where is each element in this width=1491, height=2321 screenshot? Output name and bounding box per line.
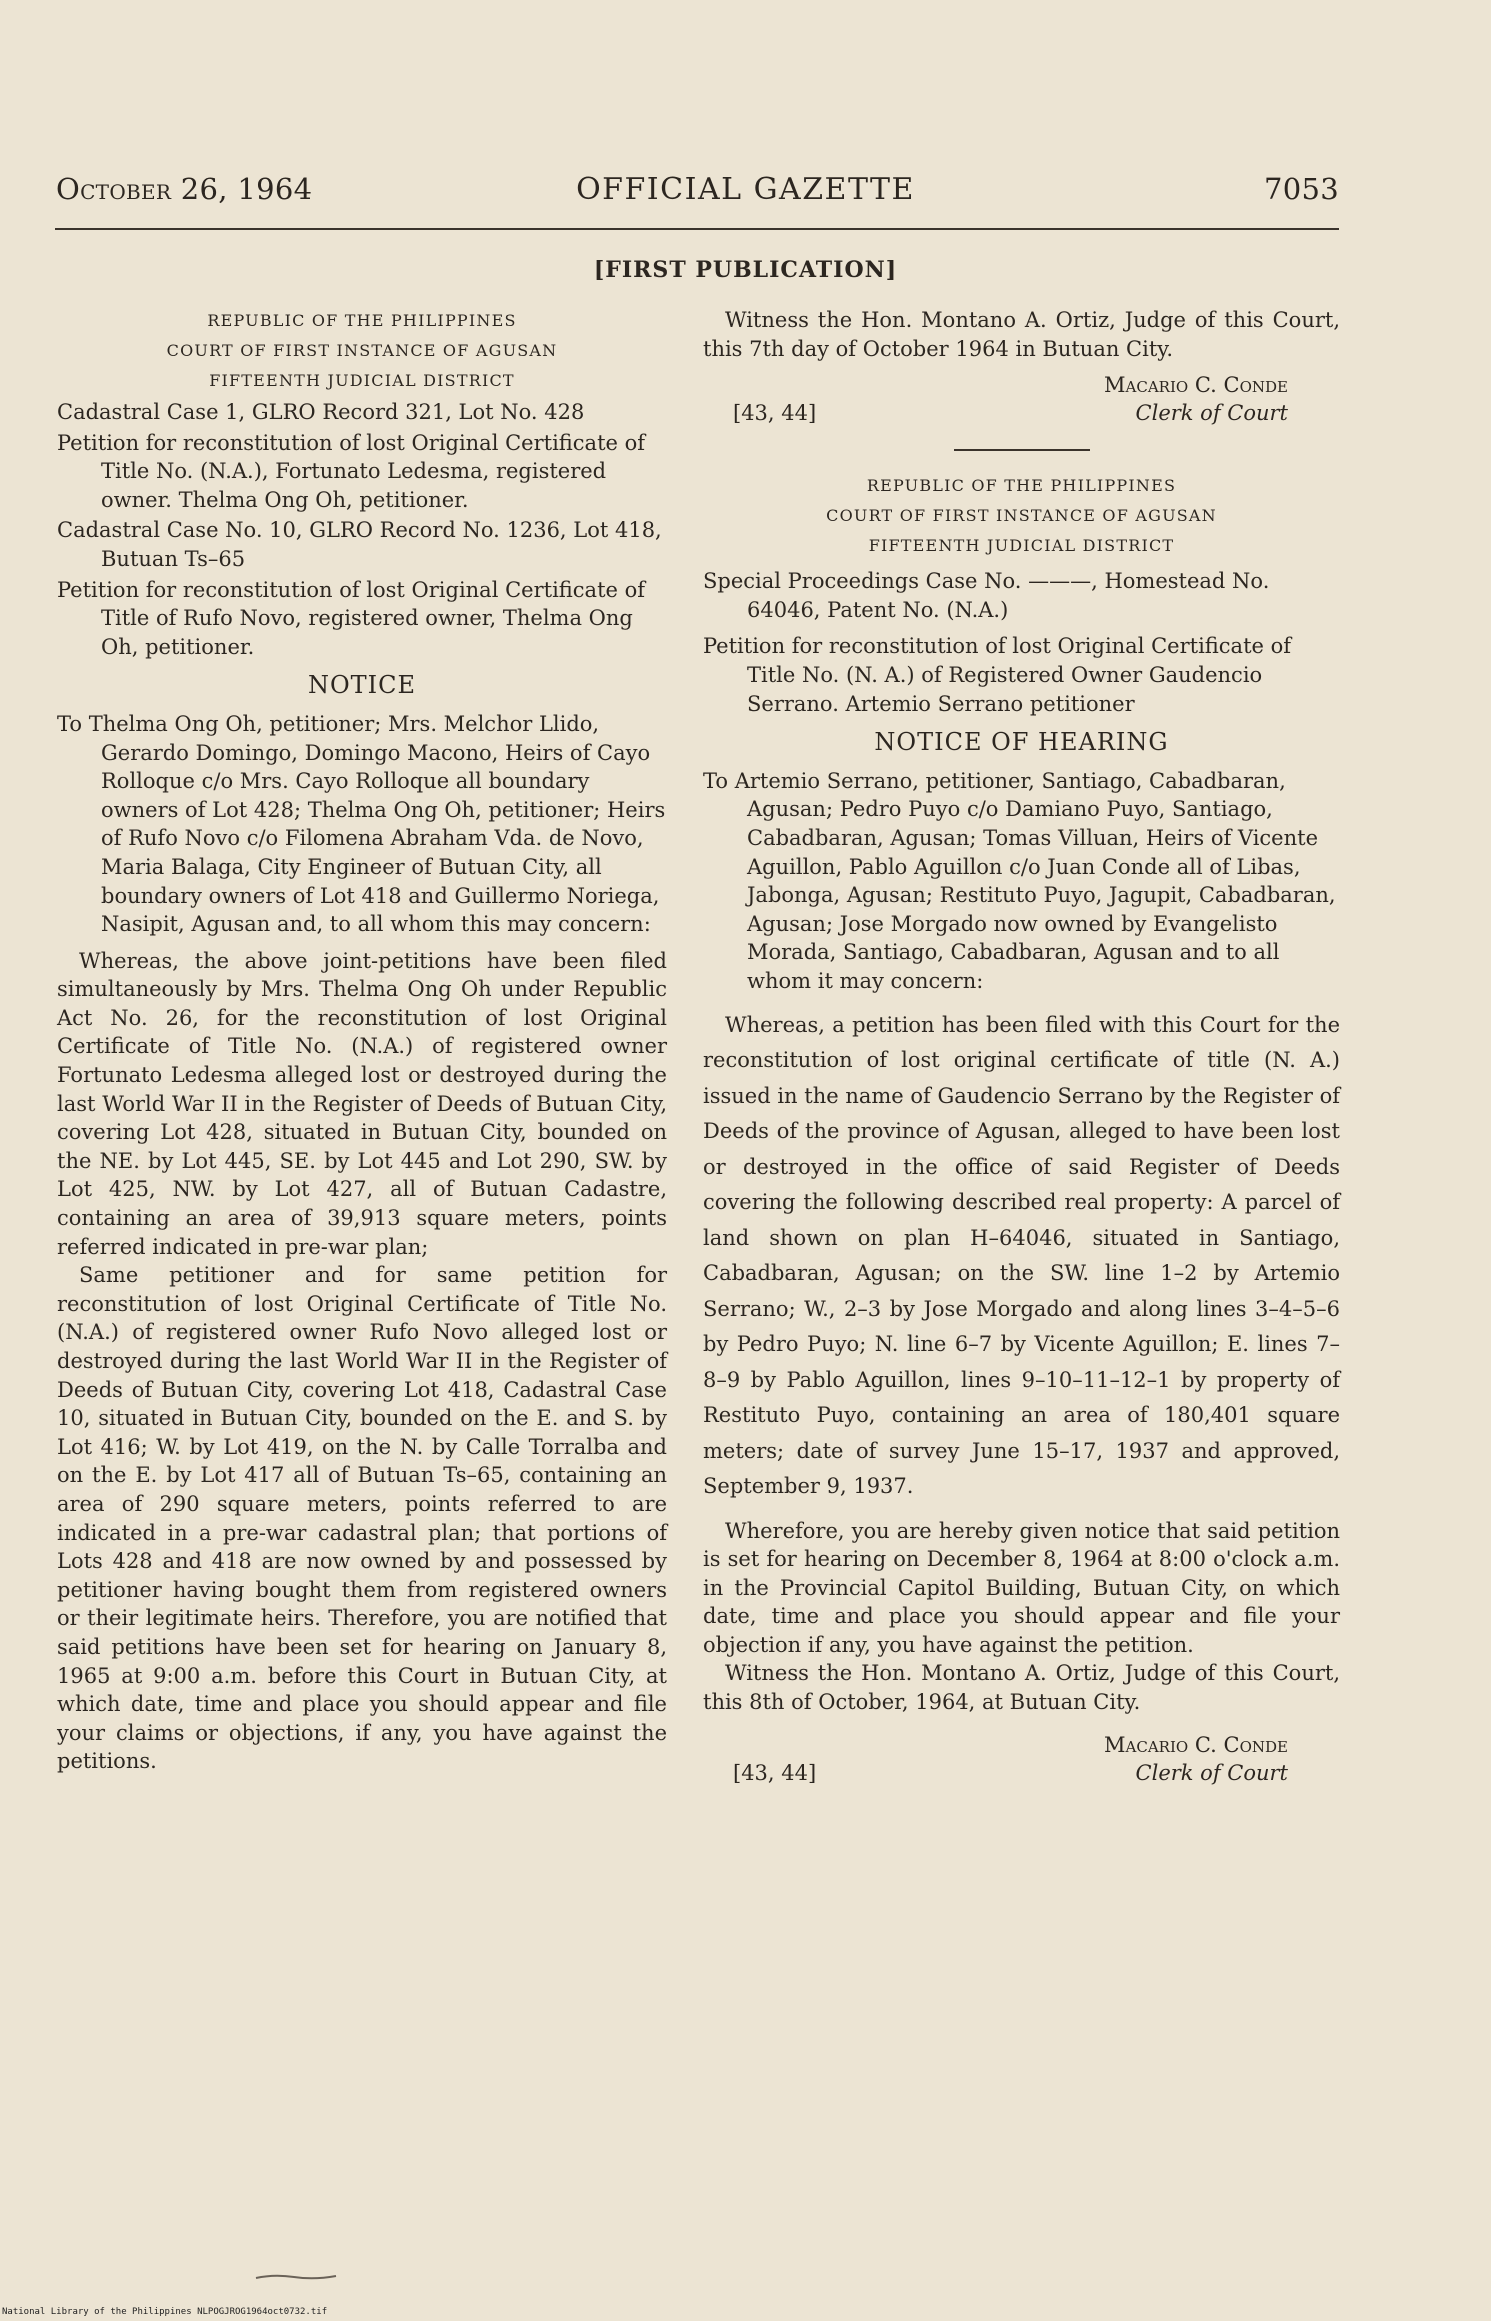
issue-reference: [43, 44] bbox=[733, 1760, 817, 1785]
petition-line: Petition for reconstitution of lost Original Certificate of Title No. (N.A.), Fortunato Ledesma, registered owner. Thelma Ong Oh, petitioner. bbox=[57, 430, 646, 512]
section-divider bbox=[954, 449, 1090, 451]
court-caption bbox=[57, 306, 667, 396]
issue-reference: [43, 44] bbox=[733, 401, 817, 426]
caption-line: FIFTEENTH JUDICIAL DISTRICT bbox=[868, 536, 1175, 556]
signer-name: Macario C. Conde bbox=[1104, 1732, 1288, 1757]
left-column bbox=[57, 306, 667, 1776]
issue-date: October 26, 1964 bbox=[56, 172, 313, 206]
publication-title: OFFICIAL GAZETTE bbox=[576, 172, 915, 207]
body-paragraph: Same petitioner and for same petition for reconstitution of lost Original Certificate of Title No. (N.A.) of registered owner Rufo Novo alleged lost or destroyed during the last World War II in the Register of Deeds of Butuan City, covering Lot 418, Cadastral Case 10, situated in Butuan City, bounded on the E. and S. by Lot 416; W. by Lot 419, on the N. by Calle Torralba and on the E. by Lot 417 all of Butuan Ts–65, containing an area of 290 square meters, points referred to are indicated in a pre-war cadastral plan; that portions of Lots 428 and 418 are now owned by and possessed by petitioner having bought them from registered owners or their legitimate heirs. Therefore, you are notified that said petitions have been set for hearing on January 8, 1965 at 9:00 a.m. before this Court in Butuan City, at which date, time and place you should appear and file your claims or objections, if any, you have against the petitions. bbox=[57, 1263, 667, 1774]
court-caption bbox=[703, 471, 1340, 561]
caption-line: REPUBLIC OF THE PHILIPPINES bbox=[866, 476, 1177, 496]
notice-heading: NOTICE bbox=[307, 671, 417, 700]
caption-line: FIFTEENTH JUDICIAL DISTRICT bbox=[209, 371, 515, 390]
caption-line: COURT OF FIRST INSTANCE OF AGUSAN bbox=[166, 341, 558, 360]
petition-line: Petition for reconstitution of lost Original Certificate of Title of Rufo Novo, registered owner, Thelma Ong Oh, petitioner. bbox=[57, 577, 646, 659]
body-paragraph: Whereas, the above joint-petitions have been filed simultaneously by Mrs. Thelma Ong Oh under Republic Act No. 26, for the reconstitution of lost Original Certificate of Title No. (N.A.) of registered owner Fortunato Ledesma alleged lost or destroyed during the last World War II in the Register of Deeds of Butuan City, covering Lot 428, situated in Butuan City, bounded on the NE. by Lot 445, SE. by Lot 445 and Lot 290, SW. by Lot 425, NW. by Lot 427, all of Butuan Cadastre, containing an area of 39,913 square meters, points referred indicated in pre-war plan; bbox=[57, 948, 667, 1259]
body-paragraph: Whereas, a petition has been filed with this Court for the reconstitution of lost original certificate of title (N. A.) issued in the name of Gaudencio Serrano by the Register of Deeds of the province of Agusan, alleged to have been lost or destroyed in the office of said Register of Deeds covering the following described real property: A parcel of land shown on plan H–64046, situated in Santiago, Cabadbaran, Agusan; on the SW. line 1–2 by Artemio Serrano; W., 2–3 by Jose Morgado and along lines 3–4–5–6 by Pedro Puyo; N. line 6–7 by Vicente Aguillon; E. lines 7–8–9 by Pablo Aguillon, lines 9–10–11–12–1 by property of Restituto Puyo, containing an area of 180,401 square meters; date of survey June 15–17, 1937 and approved, September 9, 1937. bbox=[703, 1012, 1340, 1498]
publication-banner: [FIRST PUBLICATION] bbox=[593, 257, 898, 283]
witness-clause: Witness the Hon. Montano A. Ortiz, Judge of this Court, this 7th day of October 1964 in Butuan City. bbox=[703, 308, 1340, 361]
case-line: Cadastral Case No. 10, GLRO Record No. 1236, Lot 418, Butuan Ts–65 bbox=[57, 518, 662, 571]
case-line: Special Proceedings Case No. ———, Homestead No. 64046, Patent No. (N.A.) bbox=[703, 569, 1270, 622]
body-paragraph: Wherefore, you are hereby given notice that said petition is set for hearing on December 8, 1964 at 8:00 o'clock a.m. in the Provincial Capitol Building, Butuan City, on which date, time and place you should appear and file your objection if any, you have against the petition. bbox=[703, 1518, 1340, 1657]
scan-footer: National Library of the Philippines NLPOGJROG1964oct0732.tif bbox=[2, 2307, 328, 2317]
petition-line: Petition for reconstitution of lost Original Certificate of Title No. (N. A.) of Registered Owner Gaudencio Serrano. Artemio Serrano petitioner bbox=[703, 634, 1292, 716]
signer-name: Macario C. Conde bbox=[1104, 373, 1288, 398]
page-number: 7053 bbox=[1263, 172, 1339, 206]
signer-title: Clerk of Court bbox=[1135, 1760, 1288, 1785]
witness-clause: Witness the Hon. Montano A. Ortiz, Judge of this Court, this 8th of October, 1964, at Butuan City. bbox=[703, 1661, 1340, 1715]
addressees: To Thelma Ong Oh, petitioner; Mrs. Melchor Llido, Gerardo Domingo, Domingo Macono, Heirs of Cayo Rolloque c/o Mrs. Cayo Rolloque all boundary owners of Lot 428; Thelma Ong Oh, petitioner; Heirs of Rufo Novo c/o Filomena Abraham Vda. de Novo, Maria Balaga, City Engineer of Butuan City, all boundary owners of Lot 418 and Guillermo Noriega, Nasipit, Agusan and, to all whom this may concern: bbox=[57, 711, 666, 937]
addressees: To Artemio Serrano, petitioner, Santiago, Cabadbaran, Agusan; Pedro Puyo c/o Damiano Puyo, Santiago, Cabadbaran, Agusan; Tomas Villuan, Heirs of Vicente Aguillon, Pablo Aguillon c/o Juan Conde all of Libas, Jabonga, Agusan; Restituto Puyo, Jagupit, Cabadbaran, Agusan; Jose Morgado now owned by Evangelisto Morada, Santiago, Cabadbaran, Agusan and to all whom it may concern: bbox=[703, 768, 1336, 993]
caption-line: REPUBLIC OF THE PHILIPPINES bbox=[207, 311, 517, 330]
case-line: Cadastral Case 1, GLRO Record 321, Lot No. 428 bbox=[57, 400, 585, 424]
caption-line: COURT OF FIRST INSTANCE OF AGUSAN bbox=[826, 506, 1217, 526]
signature-block bbox=[703, 371, 1340, 427]
right-column bbox=[703, 306, 1340, 1787]
signature-block bbox=[703, 1731, 1340, 1787]
signer-title: Clerk of Court bbox=[1135, 401, 1288, 426]
header-rule bbox=[55, 228, 1339, 230]
ink-smudge bbox=[254, 2272, 338, 2282]
notice-heading: NOTICE OF HEARING bbox=[874, 728, 1169, 757]
